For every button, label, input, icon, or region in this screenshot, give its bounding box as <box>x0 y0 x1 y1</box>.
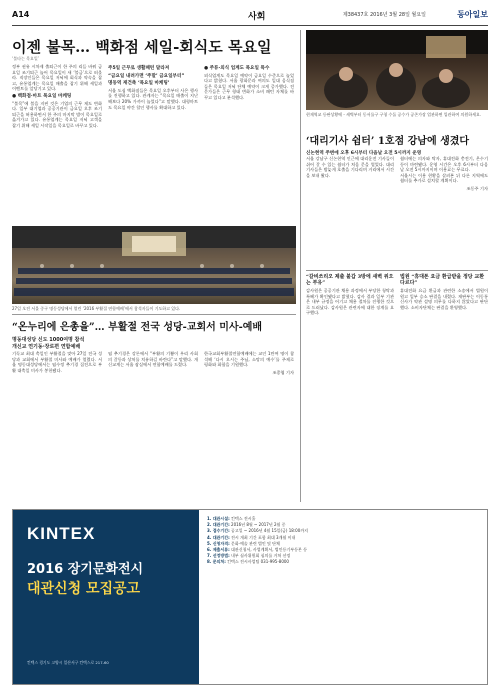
ad-item: 5. 신청자격: 문화·예술 관련 법인 및 단체 <box>207 540 280 546</box>
page-number: A14 <box>12 10 30 19</box>
ad-item: 3. 접수기간: 공고일 ~ 2016년 4월 15일(금) 18:00까지 <box>207 528 308 534</box>
ad-item: 8. 문의처: 킨텍스 전시사업팀 031-995-8000 <box>207 559 289 565</box>
article2-col2 <box>108 351 198 501</box>
article2-reporter: 조종엽 기자 <box>272 369 294 375</box>
article3-col1 <box>306 156 394 266</box>
article1-subhead3: 주5일 근무로 생활패턴 달라져 <box>108 66 170 71</box>
ad-item: 4. 대관기간: 전시 개최 기간 포함 최대 3개월 이내 <box>207 534 296 540</box>
ad-item: 7. 선정방법: 내부 심사위원회 심의를 거쳐 선정 <box>207 553 291 559</box>
article2-sub-caption: 명동대성당 신도 1000여명 참석 <box>12 337 85 343</box>
article1-body3: 외식업계도 목요일 예약이 금요일 수준으로 늘었다고 밝혔다. 서울 광화문과 여의도 일대 음식점들은 목요일 저녁 단체 예약이 크게 증가했다. 전문가들은 근무 형태 변화가 소비 패턴 자체를 바꾸고 있다고 분석했다. <box>204 72 294 100</box>
article1-col1 <box>12 64 102 224</box>
article2-col1 <box>12 351 102 501</box>
newspaper-name: 동아일보 <box>457 10 488 19</box>
article1-subhead1: ● 백화점·마트 목요일 마케팅 <box>12 93 72 99</box>
ad-banner-panel <box>13 510 199 684</box>
ad-contact: 킨텍스 경기도 고양시 일산서구 킨텍스로 217-60 <box>27 660 109 665</box>
article1-subhead2: ● 주류·외식 업계도 목요일 특수 <box>204 66 270 71</box>
ad-title: 대관신청 모집공고 <box>27 581 141 597</box>
article3-reporter: 조동주 기자 <box>466 185 488 191</box>
article3-body2: 쉼터에는 의자와 탁자, 휴대전화 충전기, 온수기 등이 마련됐다. 운영 시간은 오후 6시부터 다음날 오전 5시까지이며 이용료는 무료다. <box>400 156 488 173</box>
article2-sub-caption2: 개신교 연기동·장로편 연합예배 <box>12 344 81 350</box>
easter-service-photo <box>12 226 296 304</box>
issue-date: 제38437호 2016년 3월 28일 월요일 <box>342 12 426 18</box>
article3-body3: 서울시는 이용 현황을 살펴본 뒤 다른 지역에도 쉼터를 추가로 설치할 계획이다. <box>400 172 488 184</box>
ad-item: 6. 제출서류: 대관신청서, 사업계획서, 법인등기부등본 등 <box>207 547 307 553</box>
article2-body2: 염 추기경은 강론에서 “부활의 기쁨이 우리 사회의 갈등과 상처를 치유하길 바란다”고 말했다. 개신교계는 서울 잠실에서 연합예배를 드렸다. <box>108 351 198 368</box>
article2-body3: 한국교회부활절연합예배에는 교인 1만여 명이 참석해 ‘다시 오시는 주님, 소망의 예수’를 주제로 평화와 화합을 기원했다. <box>204 351 294 368</box>
article5-body: 휴대전화 요금 환급과 관련한 소송에서 법원이 원고 일부 승소 판결을 내렸다. 재판부는 이동통신사가 약관 설명 의무를 다하지 않았다고 판단했다. 소비자단체는 판결을 환영했다. <box>400 288 488 310</box>
divider <box>306 270 488 271</box>
article2-headline: “온누리에 은총을”… 부활절 전국 성당-교회서 미사-예배 <box>12 322 263 333</box>
ad-item: 1. 대관시설: 킨텍스 전시홀 <box>207 516 256 521</box>
article1-body1: 정부 권유 시차제 출퇴근이 한 주의 리듬 바꿔 금요일 조기퇴근 늘어 목요일이 새 ‘불금’으로 떠올라. 직장인들은 목요일 저녁에 회식과 약속을 잡고, 유통업계는 목요일 매출을 잡기 위해 세일과 이벤트를 앞당기고 있다. <box>12 64 102 92</box>
section-title: 사회 <box>248 12 266 22</box>
article3-body1: 서울 강남구 신논현역 인근에 대리운전 기사들이 쉬어 갈 수 있는 쉼터가 처음 문을 열었다. 대리기사들은 밤늦게 호출을 기다리며 거리에서 시간을 보내 왔다. <box>306 156 394 178</box>
article5-col <box>400 288 488 502</box>
article3-col2 <box>400 156 488 266</box>
page-header <box>12 8 488 26</box>
article3-headline: ‘대리기사 쉼터’ 1호점 강남에 생겼다 <box>306 136 470 147</box>
article2-col3 <box>204 351 294 501</box>
driver-photo-caption: 현재역교 등판상황에 - 새벽부터 동서를구 구청 수돌 공수가 공존가장 업관하면 입관하여 의원하세요. <box>306 112 482 117</box>
kintex-advertisement <box>12 509 488 685</box>
article1-body2: “불목”에 불을 지핀 것은 기업의 근무 제도 변화다. 일부 대기업과 공공기관이 금요일 오후 조기 퇴근을 허용하면서 한 주의 마지막 밤이 목요일로 옮겨가고 있다. 유통업계는 목요일 저녁 고객을 잡기 위해 세일 시작일을 목요일로 바꾸고 있다. <box>12 100 102 128</box>
article1-col2 <box>108 64 198 224</box>
article1-col3 <box>204 64 294 224</box>
article4-body: 감사원은 공공기관 채용 과정에서 부당한 청탁과 특혜가 확인됐다고 밝혔다. 감사 결과 일부 기관은 내부 규정을 어기고 채용 절차를 진행한 것으로 드러났다. 감사원은 관련자에 대한 징계를 요구했다. <box>306 288 394 316</box>
article5-headline: 법원 “휴대폰 요금 환급받을 정당 교환 다르다” <box>400 274 485 286</box>
driver-shelter-photo <box>306 30 488 110</box>
ad-item: 2. 대관기간: 2016년 8월 ~ 2017년 2월 중 <box>207 522 286 528</box>
divider <box>12 314 296 315</box>
kintex-logo: KINTEX <box>27 524 96 543</box>
easter-photo-caption: 27일 오전 서울 중구 명동성당에서 열린 ‘2016 부활절 연합예배’에서 참석자들이 기도하고 있다. <box>12 306 181 311</box>
article1-subhead4: 명동역 재건축 ‘목요일 마케팅’ <box>108 81 170 87</box>
ad-year-title: 2016 장기문화전시 <box>27 562 144 577</box>
article3-subhead: 신논현역 주변에 오후 6시부터 다음날 오전 5시까지 운영 <box>306 151 422 156</box>
article4-col <box>306 288 394 502</box>
article4-headline: “갈비쓰리오 제출 불갑 3방에 새벽 위오는 부유” <box>306 274 394 286</box>
article1-body4: 서울 도심 백화점들은 목요일 오후부터 사은 행사를 진행하고 있다. 관계자는 “목요일 매출이 지난해보다 20% 가까이 늘었다”고 말했다. 대형마트도 목요일 야간 할인 행사를 확대하고 있다. <box>108 87 198 110</box>
article1-byline: ‘불타는 목요일’ <box>12 56 39 61</box>
ad-details <box>207 516 483 566</box>
article2-body1: 기독교 최대 축일인 부활절을 맞아 27일 전국 성당과 교회에서 부활절 미사와 예배가 열렸다. 서울 명동대성당에서는 염수정 추기경 집전으로 부활 대축일 미사가 봉헌됐다. <box>12 351 102 373</box>
column-divider <box>300 30 301 502</box>
article1-quote: “금요일 내려가면 ‘주말’ 금요일부터” <box>108 73 185 79</box>
article1-headline: 이젠 불목… 백화점 세일-회식도 목요일 <box>12 38 272 56</box>
